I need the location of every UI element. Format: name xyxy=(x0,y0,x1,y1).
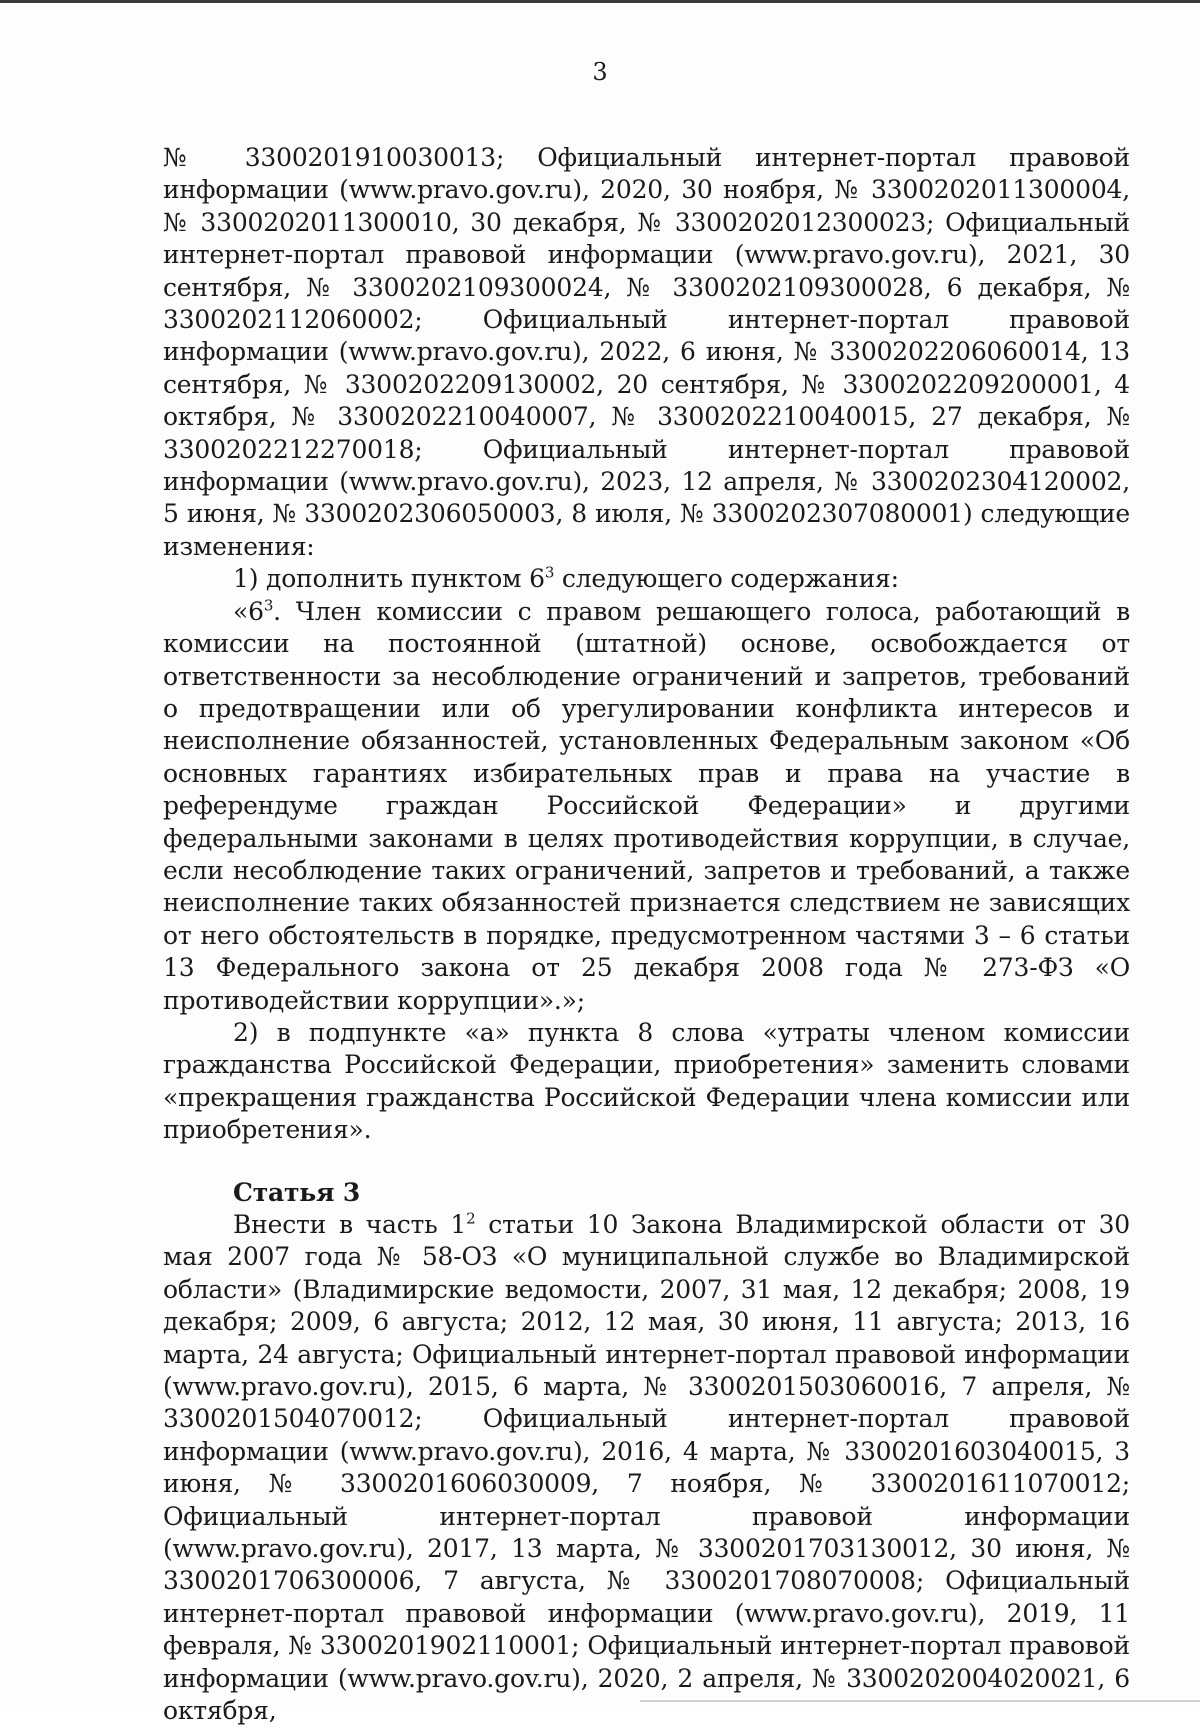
article-3-superscript: 2 xyxy=(466,1209,476,1228)
scan-bottom-border xyxy=(640,1700,1200,1702)
paragraph-item-2: 2) в подпункте «а» пункта 8 слова «утраты членом комиссии гражданства Российской Федерации, приобретения» заменить словами «прекращения гражданства Российской Федерации члена комиссии или приобретения». xyxy=(163,1017,1130,1145)
paragraph-quoted-point xyxy=(163,596,1130,1017)
item-1-text: 1) дополнить пунктом 6 xyxy=(233,564,545,594)
article-3-text-end: статьи 10 Закона Владимирской области от 30 мая 2007 года № 58-ОЗ «О муниципальной службе во Владимирской области» (Владимирские ведомости, 2007, 31 мая, 12 декабря; 2008, 19 декабря; 2009, 6 августа; 2012, 12 мая, 30 июня, 11 августа; 2013, 16 марта, 24 августа; Официальный интернет-портал правовой информации (www.pravo.gov.ru), 2015, 6 марта, № 3300201503060016, 7 апреля, № 3300201504070012; Официальный интернет-портал правовой информации (www.pravo.gov.ru), 2016, 4 марта, № 3300201603040015, 3 июня, № 3300201606030009, 7 ноября, № 3300201611070012; Официальный интернет-портал правовой информации (www.pravo.gov.ru), 2017, 13 марта, № 3300201703130012, 30 июня, № 3300201706300006, 7 августа, № 3300201708070008; Официальный интернет-портал правовой информации (www.pravo.gov.ru), 2019, 11 февраля, № 3300201902110001; Официальный интернет-портал правовой информации (www.pravo.gov.ru), 2020, 2 апреля, № 3300202004020021, 6 октября, xyxy=(163,1210,1130,1726)
document-body xyxy=(163,142,1130,1728)
scan-top-border xyxy=(0,0,1200,3)
article-3-heading: Статья 3 xyxy=(233,1177,361,1207)
article-3-text: Внести в часть 1 xyxy=(233,1210,467,1239)
item-1-text-end: следующего содержания: xyxy=(554,564,899,594)
quoted-point-number: «6 xyxy=(233,596,264,626)
quoted-point-superscript: 3 xyxy=(263,596,274,615)
quoted-point-text: . Член комиссии с правом решающего голоса, работающий в комиссии на постоянной (штатной) основе, освобождается от ответственности за несоблюдение ограничений и запретов, требований о предотвращении или об урегулировании конфликта интересов и неисполнение обязанностей, установленных Федеральным законом «Об основных гарантиях избирательных прав и права на участие в референдуме граждан Российской Федерации» и другими федеральными законами в целях противодействия коррупции, в случае, если несоблюдение таких ограничений, запретов и требований, а также неисполнение таких обязанностей признается следствием не зависящих от него обстоятельств в порядке, предусмотренном частями 3 – 6 статьи 13 Федерального закона от 25 декабря 2008 года № 273-ФЗ «О противодействии коррупции».»; xyxy=(163,596,1130,1015)
paragraph-item-1 xyxy=(163,563,1130,595)
paragraph-references: № 3300201910030013; Официальный интернет-портал правовой информации (www.pravo.gov.ru), 2020, 30 ноября, № 3300202011300004, № 3300202011300010, 30 декабря, № 3300202012300023; Официальный интернет-портал правовой информации (www.pravo.gov.ru), 2021, 30 сентября, № 3300202109300024, № 3300202109300028, 6 декабря, № 3300202112060002; Официальный интернет-портал правовой информации (www.pravo.gov.ru), 2022, 6 июня, № 3300202206060014, 13 сентября, № 3300202209130002, 20 сентября, № 3300202209200001, 4 октября, № 3300202210040007, № 3300202210040015, 27 декабря, № 3300202212270018; Официальный интернет-портал правовой информации (www.pravo.gov.ru), 2023, 12 апреля, № 3300202304120002, 5 июня, № 3300202306050003, 8 июля, № 3300202307080001) следующие изменения: xyxy=(163,143,1130,561)
item-1-superscript: 3 xyxy=(544,563,555,582)
paragraph-article-3 xyxy=(163,1209,1130,1728)
page-number: 3 xyxy=(592,58,608,86)
